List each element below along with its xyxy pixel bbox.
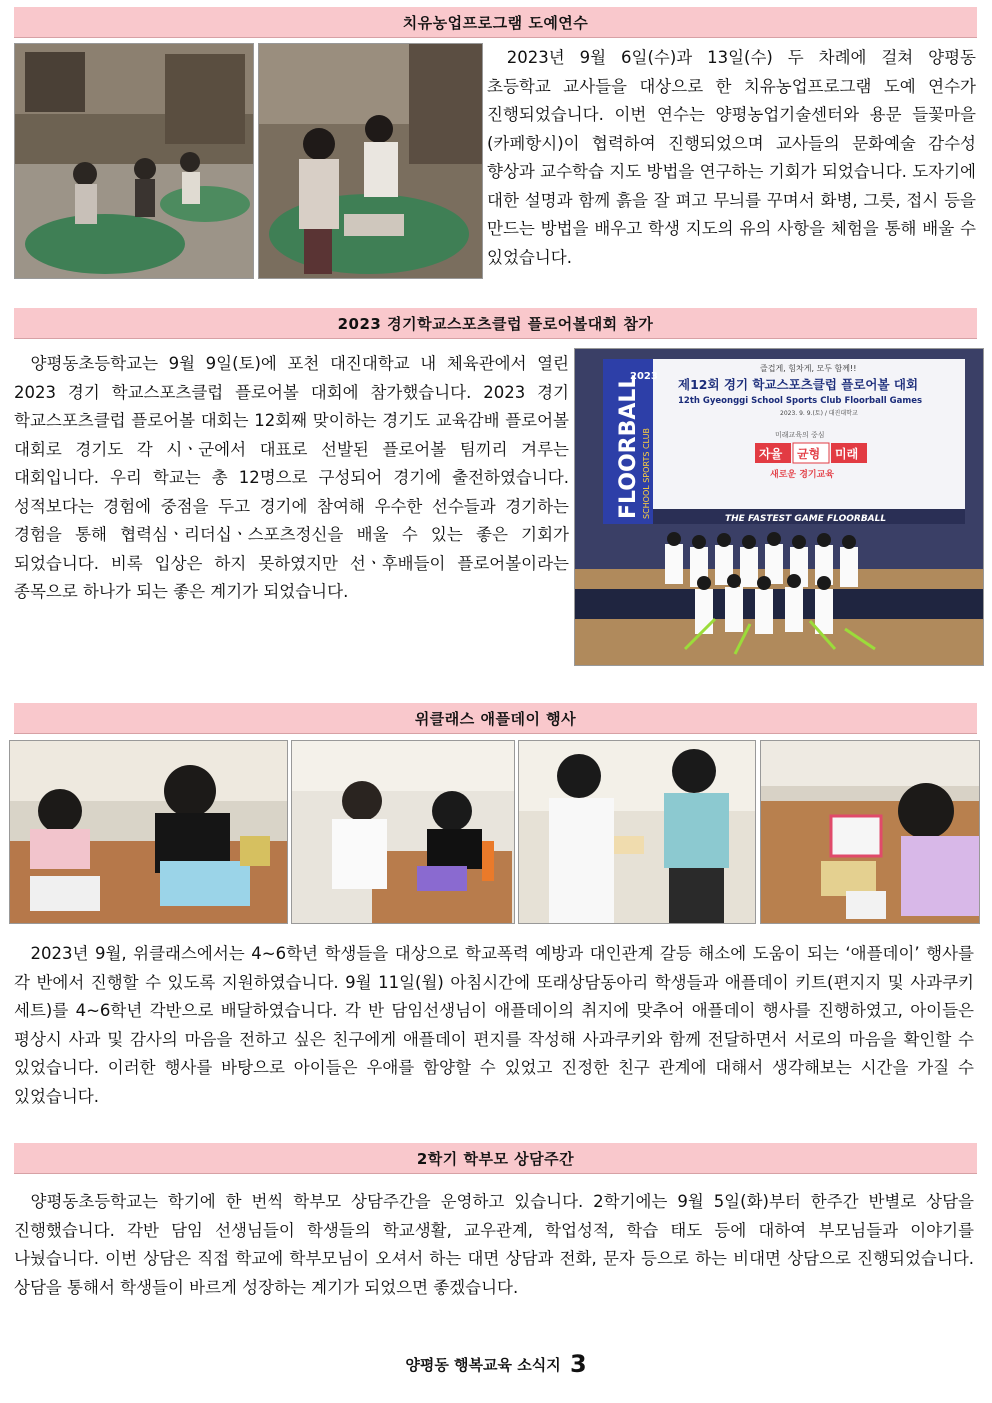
footer-label: 양평동 행복교육 소식지 [405,1356,561,1374]
banner-side-sub: SCHOOL SPORTS CLUB [642,428,651,519]
page-number: 3 [569,1350,587,1378]
banner-date: 2023. 9. 9.(토) / 대진대학교 [780,410,858,417]
section-title-floorball: 2023 경기학교스포츠클럽 플로어볼대회 참가 [14,308,977,339]
banner-side-year: 2023 [630,371,658,382]
banner-word-3: 미래 [835,447,859,461]
floorball-team-photo [574,348,984,666]
appleday-photo-1 [9,740,288,924]
appleday-photo-4 [760,740,980,924]
pottery-photo-1 [14,43,254,279]
appleday-photo-3 [518,740,756,924]
floorball-body: 양평동초등학교는 9월 9일(토)에 포천 대진대학교 내 체육관에서 열린 2023 경기 학교스포츠클럽 플로어볼 대회에 참가했습니다. 2023 경기 학교스포츠클럽 플로어볼 대회는 12회째 맞이하는 경기도 교육감배 플로어볼 대회로 경기도 각 시ㆍ군에서 대표로 선발된 플로어볼 팀끼리 겨루는 대회입니다. 우리 학교는 총 12명으로 구성되어 경기에 출전하였습니다. 성적보다는 경험에 중점을 두고 경기에 참여해 우수한 선수들과 경기하는 경험을 통해 협력심ㆍ리더십ㆍ스포츠정신을 배울 수 있는 좋은 기회가 되었습니다. 비록 입상은 하지 못하였지만 선ㆍ후배들이 플로어볼이라는 종목으로 하나가 되는 좋은 계기가 되었습니다. [14,354,569,601]
section-title-appleday: 위클래스 애플데이 행사 [14,703,977,734]
banner-title-kr: 제12회 경기 학교스포츠클럽 플로어볼 대회 [678,377,919,392]
banner-side-main: FLOORBALL [616,374,641,519]
appleday-body: 2023년 9월, 위클래스에서는 4~6학년 학생들을 대상으로 학교폭력 예방과 대인관계 갈등 해소에 도움이 되는 ‘애플데이’ 행사를 각 반에서 진행할 수 있도록 지원하였습니다. 9월 11일(월) 아침시간에 또래상담동아리 학생들과 애플데이 키트(편지지 및 사과쿠키 세트)를 4~6학년 각반으로 배달하였습니다. 각 반 담임선생님이 애플데이의 취지에 맞추어 애플데이 행사를 진행하였고, 아이들은 평상시 사과 및 감사의 마음을 전하고 싶은 친구에게 애플데이 편지를 작성해 사과쿠키와 함께 전달하면서 서로의 마음을 확인할 수 있었습니다. 이러한 행사를 바탕으로 아이들은 우애를 함양할 수 있었고 진정한 친구 관계에 대해서 생각해보는 시간을 가질 수 있었습니다. [14,944,974,1106]
section-title-pottery: 치유농업프로그램 도예연수 [14,7,977,38]
banner-center-bottom: 새로운 경기교육 [770,470,834,480]
banner-center-small: 미래교육의 중심 [775,431,825,439]
banner-word-1: 자율 [759,447,783,461]
banner-tagline: THE FASTEST GAME FLOORBALL [725,514,887,524]
section-title-counseling: 2학기 학부모 상담주간 [14,1143,977,1174]
pottery-body: 2023년 9월 6일(수)과 13일(수) 두 차례에 걸쳐 양평동 초등학교 교사들을 대상으로 한 치유농업프로그램 도예 연수가 진행되었습니다. 이번 연수는 양평농업기술센터와 용문 들꽃마을(카페항시)이 협력하여 진행되었으며 교사들의 문화예술 감수성 향상과 교수학습 지도 방법을 연구하는 기회가 되었습니다. 도자기에 대한 설명과 함께 흙을 잘 펴고 무늬를 꾸며서 화병, 그릇, 접시 등을 만드는 방법을 배우고 학생 지도의 유의 사항을 체험을 통해 배울 수 있었습니다. [487,48,976,267]
page-footer [0,1350,992,1378]
counseling-body: 양평동초등학교는 학기에 한 번씩 학부모 상담주간을 운영하고 있습니다. 2학기에는 9월 5일(화)부터 한주간 반별로 상담을 진행했습니다. 각반 담임 선생님들이 학생들의 학교생활, 교우관계, 학업성적, 학습 태도 등에 대하여 부모님들과 이야기를 나눴습니다. 이번 상담은 직접 학교에 학부모님이 오셔서 하는 대면 상담과 전화, 문자 등으로 하는 비대면 상담으로 진행되었습니다. 상담을 통해서 학생들이 바르게 성장하는 계기가 되었으면 좋겠습니다. [14,1192,974,1297]
banner-word-2: 균형 [797,447,821,461]
appleday-photo-2 [291,740,515,924]
pottery-photo-2 [258,43,483,279]
banner-slogan: 즐겁게, 힘차게, 모두 함께!! [760,364,857,373]
banner-title-en: 12th Gyeonggi School Sports Club Floorball Games [678,396,923,406]
